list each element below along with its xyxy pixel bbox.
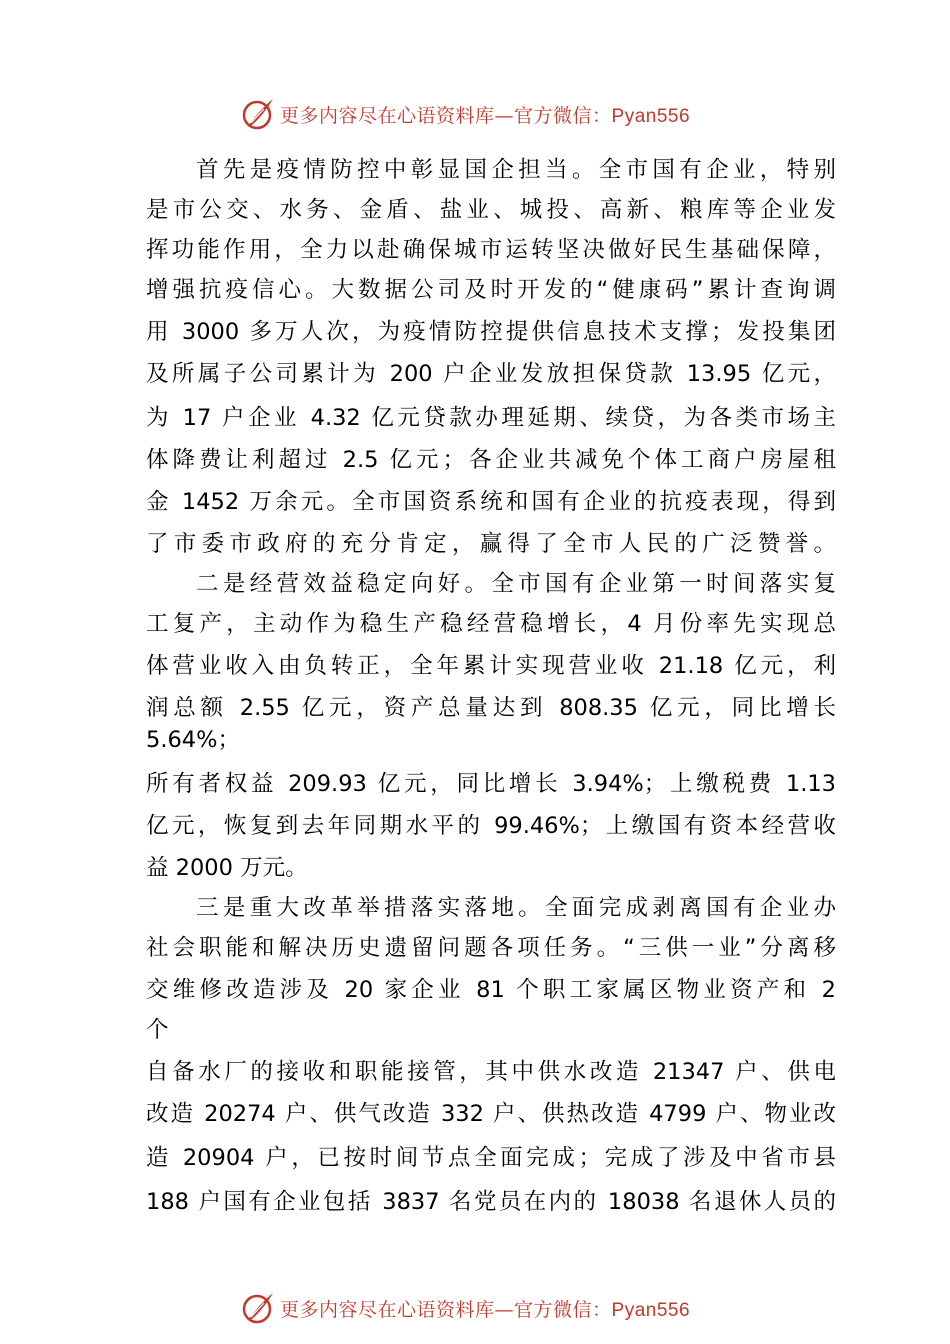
text-line: 润总额 2.55 亿元，资产总量达到 808.35 亿元，同比增长 — [146, 695, 836, 721]
text-line: 所有者权益 209.93 亿元，同比增长 3.94%；上缴税费 1.13 — [146, 771, 836, 797]
quill-pen-logo-icon — [240, 1290, 276, 1326]
text-line: 交维修改造涉及 20 家企业 81 个职工家属区物业资产和 2 — [146, 977, 836, 1003]
header-banner — [240, 94, 690, 134]
text-line: 为 17 户企业 4.32 亿元贷款办理延期、续贷，为各类市场主 — [146, 405, 836, 431]
text-line: 亿元，恢复到去年同期水平的 99.46%；上缴国有资本经营收 — [146, 813, 836, 839]
banner-text: 更多内容尽在心语资料库—官方微信：Pyan556 — [280, 104, 691, 127]
text-line: 社会职能和解决历史遗留问题各项任务。“三供一业”分离移 — [146, 935, 836, 961]
text-line: 改造 20274 户、供气改造 332 户、供热改造 4799 户、物业改 — [146, 1101, 836, 1127]
text-line: 188 户国有企业包括 3837 名党员在内的 18038 名退休人员的 — [146, 1189, 836, 1215]
quill-pen-logo-icon — [240, 96, 276, 132]
text-line: 是市公交、水务、金盾、盐业、城投、高新、粮库等企业发 — [146, 197, 836, 223]
text-line: 自备水厂的接收和职能接管，其中供水改造 21347 户、供电 — [146, 1059, 836, 1085]
text-line: 三是重大改革举措落实落地。全面完成剥离国有企业办 — [196, 895, 836, 921]
text-line: 个 — [146, 1017, 169, 1043]
text-line: 益 2000 万元。 — [146, 855, 308, 881]
text-line: 金 1452 万余元。全市国资系统和国有企业的抗疫表现，得到 — [146, 489, 836, 515]
text-line: 工复产，主动作为稳生产稳经营稳增长，4 月份率先实现总 — [146, 611, 836, 637]
text-line: 首先是疫情防控中彰显国企担当。全市国有企业，特别 — [196, 157, 836, 183]
text-line: 及所属子公司累计为 200 户企业发放担保贷款 13.95 亿元， — [146, 361, 836, 387]
text-line: 体降费让利超过 2.5 亿元；各企业共减免个体工商户房屋租 — [146, 447, 836, 473]
text-line: 增强抗疫信心。大数据公司及时开发的“健康码”累计查询调 — [146, 277, 836, 303]
text-line: 二是经营效益稳定向好。全市国有企业第一时间落实复 — [196, 571, 836, 597]
footer-banner — [240, 1288, 690, 1328]
text-line: 用 3000 多万人次，为疫情防控提供信息技术支撑；发投集团 — [146, 319, 836, 345]
text-line: 体营业收入由负转正，全年累计实现营业收 21.18 亿元，利 — [146, 653, 836, 679]
banner-text: 更多内容尽在心语资料库—官方微信：Pyan556 — [280, 1298, 691, 1321]
text-line: 造 20904 户，已按时间节点全面完成；完成了涉及中省市县 — [146, 1145, 836, 1171]
text-line: 挥功能作用，全力以赴确保城市运转坚决做好民生基础保障， — [146, 237, 836, 263]
text-line: 5.64%； — [146, 727, 240, 753]
text-line: 了市委市政府的充分肯定，赢得了全市人民的广泛赞誉。 — [146, 531, 836, 557]
